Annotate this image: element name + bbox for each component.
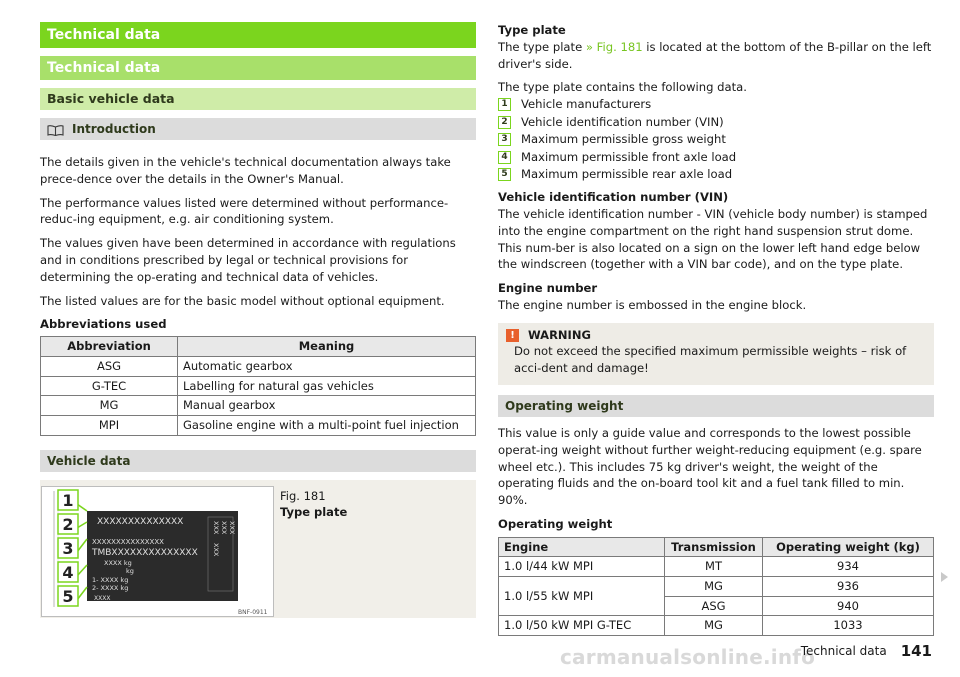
table-header-row [499, 537, 934, 557]
plate-side: XXX [212, 520, 220, 534]
plate-side: XXX [228, 520, 236, 534]
plate-line: 2- XXXX kg [92, 583, 129, 592]
list-item [498, 114, 934, 131]
table-cell: Labelling for natural gas vehicles [178, 376, 476, 396]
warning-title: WARNING [528, 327, 591, 342]
operating-weight-table [498, 537, 934, 636]
list-item-text: Maximum permissible front axle load [521, 149, 737, 164]
page-footer [801, 641, 932, 663]
left-column [40, 22, 476, 618]
table-cell: Automatic gearbox [178, 356, 476, 376]
plate-line: XXXXXXXXXXXXXX [97, 516, 184, 527]
operating-weight-paragraph: This value is only a guide value and corresponds to the lowest possible operat-ing weight without further weight-reducing equipment (e.g. spare wheel etc.). This includes 75 kg driver's weight, the weight of the operating fluids and the on-board tool kit and a fuel tank filled to min. 90%. [498, 425, 922, 508]
warning-text: Do not exceed the specified maximum permissible weights – risk of acci-dent and damage! [514, 344, 907, 376]
list-number: 4 [498, 151, 511, 164]
intro-heading [40, 118, 476, 140]
table-cell: 1.0 l/44 kW MPI [499, 557, 665, 577]
footer-section-name: Technical data [800, 644, 887, 659]
plate-line: kg [126, 566, 134, 575]
abbreviations-heading: Abbreviations used [40, 317, 167, 332]
table-cell: MG [665, 577, 763, 597]
table-cell: Gasoline engine with a multi-point fuel injection [178, 415, 476, 435]
figure-number: Fig. 181 [280, 488, 326, 503]
type-plate-text: The type plate [498, 39, 586, 54]
table-row [41, 356, 476, 376]
table-cell: ASG [41, 356, 178, 376]
table-header: Transmission [665, 537, 763, 557]
plate-side: XXX [220, 520, 228, 534]
table-header: Abbreviation [41, 337, 178, 357]
plate-line: TMBXXXXXXXXXXXXXX [92, 547, 198, 558]
watermark: carmanualsonline.info [560, 645, 816, 669]
list-number: 1 [498, 98, 511, 111]
list-item-text: Vehicle manufacturers [521, 97, 652, 112]
table-header: Operating weight (kg) [763, 537, 934, 557]
plate-line: XXXX [94, 594, 111, 602]
warning-box [498, 323, 934, 385]
table-cell: G-TEC [41, 376, 178, 396]
page-number: 141 [900, 642, 932, 660]
chapter-title: Technical data [40, 22, 476, 48]
callout-3: 3 [62, 538, 74, 558]
contains-text: The type plate contains the following data. [498, 80, 747, 95]
table-cell: MG [665, 616, 763, 636]
intro-paragraph-4: The listed values are for the basic model without optional equipment. [40, 293, 445, 308]
subsection-title: Basic vehicle data [40, 88, 476, 110]
callout-4: 4 [62, 562, 74, 582]
figure-caption [280, 488, 347, 521]
warning-heading [506, 327, 926, 344]
type-plate-text: is located at the bottom of the B-pillar on the left driver's side. [498, 39, 932, 71]
table-row [499, 577, 934, 597]
plate-line: XXXX kg [104, 558, 132, 567]
table-header-row [41, 337, 476, 357]
plate-line: XXXXXXXXXXXXXXX [92, 537, 164, 546]
vin-heading: Vehicle identification number (VIN) [498, 190, 729, 205]
table-cell: 934 [763, 557, 934, 577]
table-row [41, 396, 476, 416]
table-cell: MT [665, 557, 763, 577]
table-cell: 940 [763, 596, 934, 616]
table-cell: MPI [41, 415, 178, 435]
list-item [498, 148, 934, 165]
list-number: 5 [498, 168, 511, 181]
list-item-text: Maximum permissible rear axle load [521, 167, 733, 182]
warning-exclamation-icon: ! [506, 329, 519, 342]
abbreviations-table [40, 336, 476, 435]
engine-number-paragraph: The engine number is embossed in the engine block. [498, 297, 807, 312]
table-cell: MG [41, 396, 178, 416]
intro-paragraph-3: The values given have been determined in accordance with regulations and in conditions prescribed by legal or technical provisions for determining the op-erating and technical data of vehicles. [40, 236, 456, 284]
table-cell: ASG [665, 596, 763, 616]
list-item [498, 166, 934, 183]
section-title: Technical data [40, 56, 476, 80]
callout-2: 2 [62, 514, 74, 534]
list-item-text: Maximum permissible gross weight [521, 132, 726, 147]
type-plate-illustration [41, 486, 274, 617]
table-row [499, 616, 934, 636]
figure-title: Type plate [280, 505, 348, 520]
intro-paragraph-1: The details given in the vehicle's technical documentation always take prece-dence over the details in the Owner's Manual. [40, 155, 451, 186]
table-cell: 1033 [763, 616, 934, 636]
table-cell: 936 [763, 577, 934, 597]
list-number: 2 [498, 116, 511, 129]
figure-reference-link[interactable]: » Fig. 181 [585, 39, 643, 54]
figure-type-plate [40, 480, 476, 618]
table-cell: 1.0 l/55 kW MPI [499, 577, 665, 616]
table-cell: 1.0 l/50 kW MPI G-TEC [499, 616, 665, 636]
intro-paragraph-2: The performance values listed were determined without performance-reduc-ing equipment, e.g. air conditioning system. [40, 195, 449, 227]
vehicle-data-heading: Vehicle data [40, 450, 476, 472]
callout-1: 1 [62, 490, 74, 510]
vin-paragraph: The vehicle identification number - VIN (vehicle body number) is stamped into the engine compartment on the right hand suspension strut dome. This num-ber is also located on a sign on the lower left hand edge below the windscreen (together with a VIN bar code), and on the type plate. [498, 206, 928, 272]
list-number: 3 [498, 133, 511, 146]
operating-weight-heading: Operating weight [498, 395, 934, 417]
continue-arrow-icon [941, 572, 948, 582]
type-plate-paragraph [498, 39, 934, 73]
table-row [41, 376, 476, 396]
type-plate-heading: Type plate [498, 23, 566, 37]
intro-title: Introduction [72, 122, 156, 136]
table-header: Engine [499, 537, 665, 557]
table-cell: Manual gearbox [178, 396, 476, 416]
callout-5: 5 [62, 586, 74, 606]
book-icon [47, 124, 64, 135]
type-plate-list [498, 96, 934, 183]
plate-side: XXX [212, 542, 220, 556]
figure-code: BNF-0911 [238, 608, 268, 616]
plate-line: 1- XXXX kg [92, 575, 129, 584]
list-item [498, 131, 934, 148]
list-item [498, 96, 934, 113]
operating-weight-table-heading: Operating weight [498, 516, 613, 531]
right-column [498, 22, 934, 636]
engine-number-heading: Engine number [498, 281, 598, 296]
list-item-text: Vehicle identification number (VIN) [521, 114, 724, 129]
table-header: Meaning [178, 337, 476, 357]
table-row [499, 557, 934, 577]
table-row [41, 415, 476, 435]
